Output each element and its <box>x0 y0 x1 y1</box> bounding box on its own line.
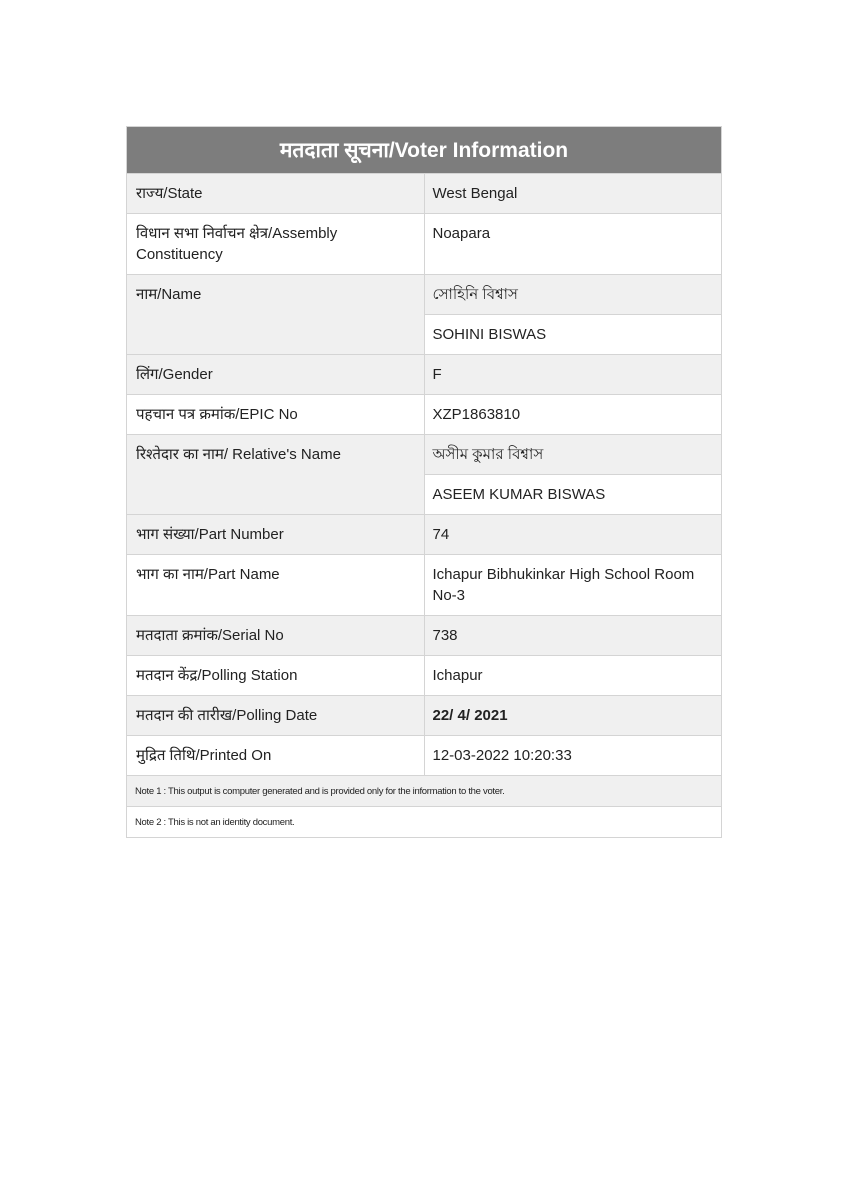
gender-label: लिंग/Gender <box>127 355 425 395</box>
gender-value: F <box>424 355 722 395</box>
relative-row <box>127 435 722 475</box>
name-value-local: সোহিনি বিশ্বাস <box>424 275 722 315</box>
serial-value: 738 <box>424 616 722 656</box>
assembly-value: Noapara <box>424 214 722 275</box>
state-value: West Bengal <box>424 174 722 214</box>
note-1: Note 1 : This output is computer generated and is provided only for the information to the voter. <box>127 776 722 807</box>
part-name-value: Ichapur Bibhukinkar High School Room No-3 <box>424 555 722 616</box>
polling-date-value: 22/ 4/ 2021 <box>424 696 722 736</box>
serial-row <box>127 616 722 656</box>
polling-station-row <box>127 656 722 696</box>
part-name-row <box>127 555 722 616</box>
part-name-label: भाग का नाम/Part Name <box>127 555 425 616</box>
polling-station-label: मतदान केंद्र/Polling Station <box>127 656 425 696</box>
polling-station-value: Ichapur <box>424 656 722 696</box>
name-row <box>127 275 722 315</box>
assembly-label: विधान सभा निर्वाचन क्षेत्र/Assembly Constituency <box>127 214 425 275</box>
polling-date-label: मतदान की तारीख/Polling Date <box>127 696 425 736</box>
relative-value-english: ASEEM KUMAR BISWAS <box>424 475 722 515</box>
note-2: Note 2 : This is not an identity document. <box>127 807 722 838</box>
name-label: नाम/Name <box>127 275 425 355</box>
relative-value-local: অসীম কুমার বিশ্বাস <box>424 435 722 475</box>
epic-label: पहचान पत्र क्रमांक/EPIC No <box>127 395 425 435</box>
serial-label: मतदाता क्रमांक/Serial No <box>127 616 425 656</box>
name-value-english: SOHINI BISWAS <box>424 315 722 355</box>
printed-on-label: मुद्रित तिथि/Printed On <box>127 736 425 776</box>
part-number-row <box>127 515 722 555</box>
state-row <box>127 174 722 214</box>
epic-value: XZP1863810 <box>424 395 722 435</box>
part-number-label: भाग संख्या/Part Number <box>127 515 425 555</box>
assembly-row <box>127 214 722 275</box>
printed-on-value: 12-03-2022 10:20:33 <box>424 736 722 776</box>
voter-information-table <box>126 126 722 838</box>
note-2-row <box>127 807 722 838</box>
gender-row <box>127 355 722 395</box>
polling-date-row <box>127 696 722 736</box>
part-number-value: 74 <box>424 515 722 555</box>
printed-on-row <box>127 736 722 776</box>
relative-label: रिश्तेदार का नाम/ Relative's Name <box>127 435 425 515</box>
state-label: राज्य/State <box>127 174 425 214</box>
epic-row <box>127 395 722 435</box>
table-title: मतदाता सूचना/Voter Information <box>127 127 722 174</box>
note-1-row <box>127 776 722 807</box>
